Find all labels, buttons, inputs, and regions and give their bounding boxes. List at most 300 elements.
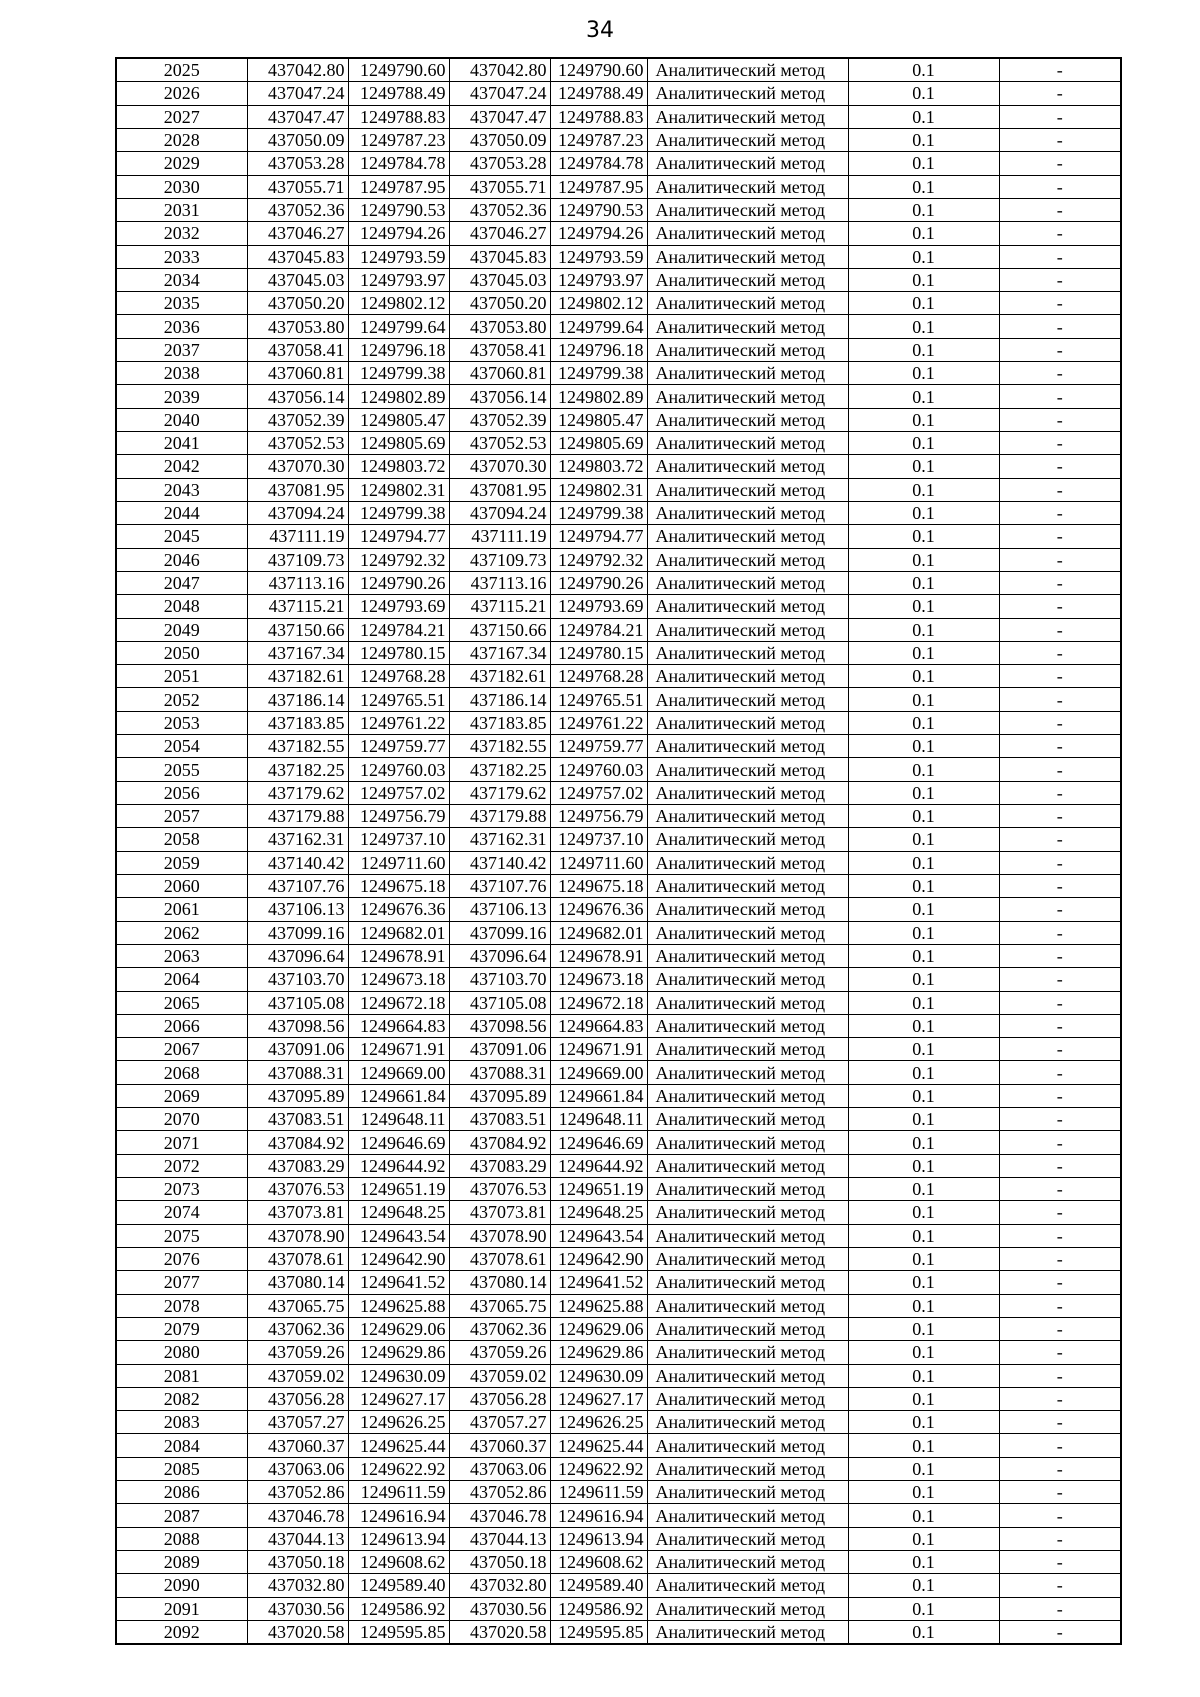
x-old-cell: 437179.62 [247, 781, 348, 804]
note-cell: - [999, 1434, 1121, 1457]
y-new-cell: 1249711.60 [550, 851, 647, 874]
x-new-cell: 437056.28 [449, 1387, 550, 1410]
x-old-cell: 437050.20 [247, 292, 348, 315]
x-new-cell: 437057.27 [449, 1411, 550, 1434]
point-number-cell: 2057 [116, 805, 247, 828]
point-number-cell: 2049 [116, 618, 247, 641]
note-cell: - [999, 455, 1121, 478]
point-number-cell: 2043 [116, 478, 247, 501]
table-row [116, 944, 1121, 967]
y-new-cell: 1249672.18 [550, 991, 647, 1014]
note-cell: - [999, 595, 1121, 618]
y-new-cell: 1249673.18 [550, 968, 647, 991]
x-new-cell: 437056.14 [449, 385, 550, 408]
table-row [116, 548, 1121, 571]
accuracy-cell: 0.1 [848, 128, 999, 151]
x-old-cell: 437106.13 [247, 898, 348, 921]
accuracy-cell: 0.1 [848, 1317, 999, 1340]
y-old-cell: 1249757.02 [348, 781, 449, 804]
x-old-cell: 437083.29 [247, 1154, 348, 1177]
accuracy-cell: 0.1 [848, 874, 999, 897]
point-number-cell: 2047 [116, 571, 247, 594]
x-new-cell: 437096.64 [449, 944, 550, 967]
point-number-cell: 2040 [116, 408, 247, 431]
accuracy-cell: 0.1 [848, 781, 999, 804]
note-cell: - [999, 781, 1121, 804]
note-cell: - [999, 618, 1121, 641]
note-cell: - [999, 128, 1121, 151]
table-row [116, 1527, 1121, 1550]
x-old-cell: 437096.64 [247, 944, 348, 967]
method-cell: Аналитический метод [647, 874, 848, 897]
table-row [116, 781, 1121, 804]
point-number-cell: 2050 [116, 641, 247, 664]
table-row [116, 1038, 1121, 1061]
y-old-cell: 1249589.40 [348, 1574, 449, 1597]
accuracy-cell: 0.1 [848, 315, 999, 338]
accuracy-cell: 0.1 [848, 1038, 999, 1061]
note-cell: - [999, 1457, 1121, 1480]
accuracy-cell: 0.1 [848, 548, 999, 571]
x-old-cell: 437099.16 [247, 921, 348, 944]
y-new-cell: 1249629.06 [550, 1317, 647, 1340]
note-cell: - [999, 1247, 1121, 1270]
x-old-cell: 437091.06 [247, 1038, 348, 1061]
y-new-cell: 1249784.21 [550, 618, 647, 641]
y-new-cell: 1249608.62 [550, 1551, 647, 1574]
accuracy-cell: 0.1 [848, 198, 999, 221]
table-row [116, 688, 1121, 711]
point-number-cell: 2065 [116, 991, 247, 1014]
point-number-cell: 2062 [116, 921, 247, 944]
table-row [116, 198, 1121, 221]
method-cell: Аналитический метод [647, 525, 848, 548]
x-old-cell: 437046.27 [247, 222, 348, 245]
table-row [116, 455, 1121, 478]
point-number-cell: 2064 [116, 968, 247, 991]
table-row [116, 735, 1121, 758]
x-old-cell: 437045.83 [247, 245, 348, 268]
x-new-cell: 437179.62 [449, 781, 550, 804]
table-row [116, 408, 1121, 431]
x-old-cell: 437081.95 [247, 478, 348, 501]
y-new-cell: 1249802.31 [550, 478, 647, 501]
accuracy-cell: 0.1 [848, 1154, 999, 1177]
accuracy-cell: 0.1 [848, 735, 999, 758]
y-old-cell: 1249644.92 [348, 1154, 449, 1177]
point-number-cell: 2054 [116, 735, 247, 758]
x-old-cell: 437059.26 [247, 1341, 348, 1364]
x-new-cell: 437140.42 [449, 851, 550, 874]
table-row [116, 1457, 1121, 1480]
method-cell: Аналитический метод [647, 781, 848, 804]
y-new-cell: 1249586.92 [550, 1597, 647, 1620]
accuracy-cell: 0.1 [848, 1411, 999, 1434]
x-old-cell: 437044.13 [247, 1527, 348, 1550]
x-old-cell: 437052.39 [247, 408, 348, 431]
y-old-cell: 1249793.59 [348, 245, 449, 268]
y-new-cell: 1249802.89 [550, 385, 647, 408]
point-number-cell: 2059 [116, 851, 247, 874]
point-number-cell: 2039 [116, 385, 247, 408]
y-new-cell: 1249788.49 [550, 82, 647, 105]
y-new-cell: 1249613.94 [550, 1527, 647, 1550]
method-cell: Аналитический метод [647, 688, 848, 711]
table-row [116, 1294, 1121, 1317]
point-number-cell: 2029 [116, 152, 247, 175]
accuracy-cell: 0.1 [848, 455, 999, 478]
accuracy-cell: 0.1 [848, 1457, 999, 1480]
note-cell: - [999, 1620, 1121, 1644]
y-new-cell: 1249626.25 [550, 1411, 647, 1434]
y-old-cell: 1249711.60 [348, 851, 449, 874]
x-new-cell: 437105.08 [449, 991, 550, 1014]
y-new-cell: 1249675.18 [550, 874, 647, 897]
note-cell: - [999, 1201, 1121, 1224]
method-cell: Аналитический метод [647, 991, 848, 1014]
x-old-cell: 437046.78 [247, 1504, 348, 1527]
table-row [116, 991, 1121, 1014]
accuracy-cell: 0.1 [848, 1014, 999, 1037]
table-row [116, 1317, 1121, 1340]
table-row [116, 1154, 1121, 1177]
x-old-cell: 437186.14 [247, 688, 348, 711]
x-new-cell: 437046.78 [449, 1504, 550, 1527]
x-new-cell: 437083.51 [449, 1108, 550, 1131]
point-number-cell: 2073 [116, 1178, 247, 1201]
table-row [116, 245, 1121, 268]
table-row [116, 1131, 1121, 1154]
y-new-cell: 1249790.53 [550, 198, 647, 221]
note-cell: - [999, 1551, 1121, 1574]
method-cell: Аналитический метод [647, 222, 848, 245]
method-cell: Аналитический метод [647, 1224, 848, 1247]
note-cell: - [999, 222, 1121, 245]
y-new-cell: 1249765.51 [550, 688, 647, 711]
note-cell: - [999, 1597, 1121, 1620]
point-number-cell: 2046 [116, 548, 247, 571]
x-old-cell: 437078.90 [247, 1224, 348, 1247]
x-old-cell: 437020.58 [247, 1620, 348, 1644]
note-cell: - [999, 58, 1121, 82]
y-new-cell: 1249671.91 [550, 1038, 647, 1061]
method-cell: Аналитический метод [647, 595, 848, 618]
table-row [116, 595, 1121, 618]
y-new-cell: 1249790.26 [550, 571, 647, 594]
note-cell: - [999, 478, 1121, 501]
table-row [116, 268, 1121, 291]
y-new-cell: 1249805.69 [550, 432, 647, 455]
table-row [116, 921, 1121, 944]
x-new-cell: 437052.86 [449, 1481, 550, 1504]
table-row [116, 758, 1121, 781]
y-old-cell: 1249664.83 [348, 1014, 449, 1037]
y-new-cell: 1249757.02 [550, 781, 647, 804]
point-number-cell: 2035 [116, 292, 247, 315]
method-cell: Аналитический метод [647, 805, 848, 828]
x-new-cell: 437045.03 [449, 268, 550, 291]
table-row [116, 362, 1121, 385]
table-row [116, 501, 1121, 524]
y-old-cell: 1249793.69 [348, 595, 449, 618]
table-row [116, 641, 1121, 664]
x-new-cell: 437063.06 [449, 1457, 550, 1480]
x-new-cell: 437042.80 [449, 58, 550, 82]
x-old-cell: 437167.34 [247, 641, 348, 664]
method-cell: Аналитический метод [647, 245, 848, 268]
table-row [116, 1084, 1121, 1107]
x-new-cell: 437020.58 [449, 1620, 550, 1644]
method-cell: Аналитический метод [647, 1317, 848, 1340]
y-old-cell: 1249784.78 [348, 152, 449, 175]
table-row [116, 1411, 1121, 1434]
y-new-cell: 1249788.83 [550, 105, 647, 128]
note-cell: - [999, 1178, 1121, 1201]
method-cell: Аналитический метод [647, 1597, 848, 1620]
y-new-cell: 1249787.23 [550, 128, 647, 151]
y-old-cell: 1249671.91 [348, 1038, 449, 1061]
y-new-cell: 1249756.79 [550, 805, 647, 828]
x-old-cell: 437182.61 [247, 665, 348, 688]
y-old-cell: 1249802.31 [348, 478, 449, 501]
note-cell: - [999, 1108, 1121, 1131]
table-row [116, 82, 1121, 105]
x-old-cell: 437042.80 [247, 58, 348, 82]
accuracy-cell: 0.1 [848, 175, 999, 198]
note-cell: - [999, 432, 1121, 455]
y-new-cell: 1249627.17 [550, 1387, 647, 1410]
point-number-cell: 2081 [116, 1364, 247, 1387]
x-old-cell: 437063.06 [247, 1457, 348, 1480]
x-new-cell: 437065.75 [449, 1294, 550, 1317]
x-new-cell: 437059.02 [449, 1364, 550, 1387]
note-cell: - [999, 571, 1121, 594]
accuracy-cell: 0.1 [848, 1341, 999, 1364]
method-cell: Аналитический метод [647, 1084, 848, 1107]
point-number-cell: 2055 [116, 758, 247, 781]
x-new-cell: 437055.71 [449, 175, 550, 198]
y-old-cell: 1249794.26 [348, 222, 449, 245]
point-number-cell: 2068 [116, 1061, 247, 1084]
table-row [116, 1620, 1121, 1644]
x-new-cell: 437050.20 [449, 292, 550, 315]
method-cell: Аналитический метод [647, 665, 848, 688]
x-new-cell: 437162.31 [449, 828, 550, 851]
coordinates-table [115, 57, 1122, 1645]
x-old-cell: 437107.76 [247, 874, 348, 897]
x-old-cell: 437070.30 [247, 455, 348, 478]
method-cell: Аналитический метод [647, 944, 848, 967]
x-old-cell: 437052.53 [247, 432, 348, 455]
y-new-cell: 1249622.92 [550, 1457, 647, 1480]
method-cell: Аналитический метод [647, 571, 848, 594]
y-new-cell: 1249642.90 [550, 1247, 647, 1270]
y-new-cell: 1249625.88 [550, 1294, 647, 1317]
y-new-cell: 1249802.12 [550, 292, 647, 315]
y-old-cell: 1249737.10 [348, 828, 449, 851]
point-number-cell: 2089 [116, 1551, 247, 1574]
y-old-cell: 1249756.79 [348, 805, 449, 828]
method-cell: Аналитический метод [647, 455, 848, 478]
table-row [116, 292, 1121, 315]
method-cell: Аналитический метод [647, 1154, 848, 1177]
y-new-cell: 1249737.10 [550, 828, 647, 851]
note-cell: - [999, 1527, 1121, 1550]
x-old-cell: 437050.09 [247, 128, 348, 151]
x-new-cell: 437080.14 [449, 1271, 550, 1294]
accuracy-cell: 0.1 [848, 1271, 999, 1294]
point-number-cell: 2031 [116, 198, 247, 221]
y-old-cell: 1249627.17 [348, 1387, 449, 1410]
method-cell: Аналитический метод [647, 1434, 848, 1457]
x-old-cell: 437094.24 [247, 501, 348, 524]
method-cell: Аналитический метод [647, 1014, 848, 1037]
note-cell: - [999, 851, 1121, 874]
x-new-cell: 437081.95 [449, 478, 550, 501]
point-number-cell: 2051 [116, 665, 247, 688]
x-old-cell: 437053.80 [247, 315, 348, 338]
x-new-cell: 437182.25 [449, 758, 550, 781]
point-number-cell: 2072 [116, 1154, 247, 1177]
accuracy-cell: 0.1 [848, 1504, 999, 1527]
x-old-cell: 437058.41 [247, 338, 348, 361]
accuracy-cell: 0.1 [848, 1527, 999, 1550]
accuracy-cell: 0.1 [848, 58, 999, 82]
x-old-cell: 437150.66 [247, 618, 348, 641]
table-row [116, 1014, 1121, 1037]
accuracy-cell: 0.1 [848, 222, 999, 245]
y-new-cell: 1249646.69 [550, 1131, 647, 1154]
y-old-cell: 1249799.38 [348, 362, 449, 385]
point-number-cell: 2091 [116, 1597, 247, 1620]
table-row [116, 1481, 1121, 1504]
accuracy-cell: 0.1 [848, 595, 999, 618]
point-number-cell: 2069 [116, 1084, 247, 1107]
method-cell: Аналитический метод [647, 898, 848, 921]
x-new-cell: 437032.80 [449, 1574, 550, 1597]
y-old-cell: 1249672.18 [348, 991, 449, 1014]
method-cell: Аналитический метод [647, 1061, 848, 1084]
point-number-cell: 2083 [116, 1411, 247, 1434]
y-old-cell: 1249613.94 [348, 1527, 449, 1550]
y-old-cell: 1249641.52 [348, 1271, 449, 1294]
y-new-cell: 1249651.19 [550, 1178, 647, 1201]
table-row [116, 1271, 1121, 1294]
x-old-cell: 437115.21 [247, 595, 348, 618]
y-old-cell: 1249803.72 [348, 455, 449, 478]
x-old-cell: 437047.24 [247, 82, 348, 105]
table-row [116, 805, 1121, 828]
table-row [116, 1597, 1121, 1620]
y-old-cell: 1249622.92 [348, 1457, 449, 1480]
method-cell: Аналитический метод [647, 851, 848, 874]
method-cell: Аналитический метод [647, 548, 848, 571]
y-old-cell: 1249611.59 [348, 1481, 449, 1504]
point-number-cell: 2086 [116, 1481, 247, 1504]
x-new-cell: 437099.16 [449, 921, 550, 944]
x-old-cell: 437047.47 [247, 105, 348, 128]
x-old-cell: 437057.27 [247, 1411, 348, 1434]
note-cell: - [999, 665, 1121, 688]
x-old-cell: 437098.56 [247, 1014, 348, 1037]
table-row [116, 58, 1121, 82]
x-new-cell: 437183.85 [449, 711, 550, 734]
accuracy-cell: 0.1 [848, 292, 999, 315]
y-old-cell: 1249796.18 [348, 338, 449, 361]
y-old-cell: 1249790.26 [348, 571, 449, 594]
y-new-cell: 1249676.36 [550, 898, 647, 921]
x-new-cell: 437076.53 [449, 1178, 550, 1201]
accuracy-cell: 0.1 [848, 571, 999, 594]
y-old-cell: 1249792.32 [348, 548, 449, 571]
note-cell: - [999, 1387, 1121, 1410]
accuracy-cell: 0.1 [848, 385, 999, 408]
x-old-cell: 437084.92 [247, 1131, 348, 1154]
y-old-cell: 1249761.22 [348, 711, 449, 734]
method-cell: Аналитический метод [647, 292, 848, 315]
table-row [116, 1434, 1121, 1457]
point-number-cell: 2030 [116, 175, 247, 198]
y-old-cell: 1249802.12 [348, 292, 449, 315]
note-cell: - [999, 385, 1121, 408]
table-row [116, 1224, 1121, 1247]
y-old-cell: 1249669.00 [348, 1061, 449, 1084]
method-cell: Аналитический метод [647, 921, 848, 944]
point-number-cell: 2092 [116, 1620, 247, 1644]
x-new-cell: 437150.66 [449, 618, 550, 641]
method-cell: Аналитический метод [647, 735, 848, 758]
method-cell: Аналитический метод [647, 1178, 848, 1201]
method-cell: Аналитический метод [647, 362, 848, 385]
method-cell: Аналитический метод [647, 82, 848, 105]
method-cell: Аналитический метод [647, 105, 848, 128]
method-cell: Аналитический метод [647, 1481, 848, 1504]
y-old-cell: 1249759.77 [348, 735, 449, 758]
table-row [116, 432, 1121, 455]
x-new-cell: 437113.16 [449, 571, 550, 594]
table-row [116, 1387, 1121, 1410]
x-new-cell: 437167.34 [449, 641, 550, 664]
method-cell: Аналитический метод [647, 758, 848, 781]
note-cell: - [999, 968, 1121, 991]
x-new-cell: 437047.47 [449, 105, 550, 128]
x-old-cell: 437055.71 [247, 175, 348, 198]
x-old-cell: 437111.19 [247, 525, 348, 548]
y-old-cell: 1249799.38 [348, 501, 449, 524]
x-old-cell: 437078.61 [247, 1247, 348, 1270]
y-new-cell: 1249641.52 [550, 1271, 647, 1294]
accuracy-cell: 0.1 [848, 851, 999, 874]
x-old-cell: 437140.42 [247, 851, 348, 874]
note-cell: - [999, 152, 1121, 175]
point-number-cell: 2048 [116, 595, 247, 618]
x-old-cell: 437109.73 [247, 548, 348, 571]
method-cell: Аналитический метод [647, 1551, 848, 1574]
x-new-cell: 437078.90 [449, 1224, 550, 1247]
x-new-cell: 437059.26 [449, 1341, 550, 1364]
y-new-cell: 1249799.64 [550, 315, 647, 338]
x-new-cell: 437060.37 [449, 1434, 550, 1457]
note-cell: - [999, 1271, 1121, 1294]
note-cell: - [999, 525, 1121, 548]
point-number-cell: 2088 [116, 1527, 247, 1550]
accuracy-cell: 0.1 [848, 105, 999, 128]
method-cell: Аналитический метод [647, 1108, 848, 1131]
y-old-cell: 1249630.09 [348, 1364, 449, 1387]
x-old-cell: 437052.86 [247, 1481, 348, 1504]
accuracy-cell: 0.1 [848, 1294, 999, 1317]
note-cell: - [999, 362, 1121, 385]
